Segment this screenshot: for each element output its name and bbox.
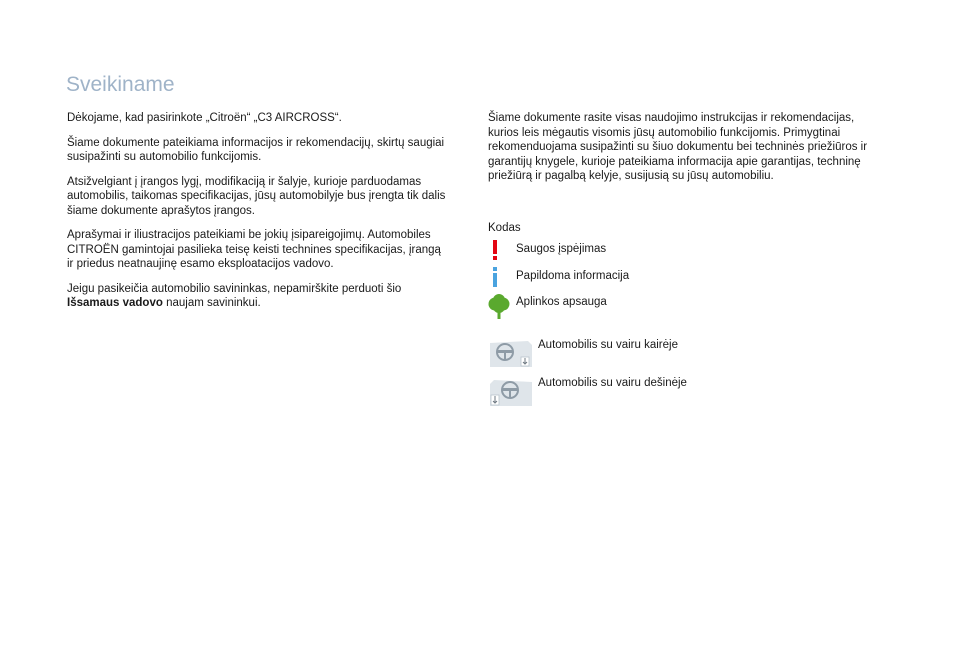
- legend-lhd-label: Automobilis su vairu kairėje: [538, 339, 678, 351]
- left-column: [67, 111, 447, 321]
- paragraph-disclaimer: Aprašymai ir iliustracijos pateikiami be jokių įsipareigojimų. Automobiles CITROËN gamintojai pasilieka teisę keisti technines specifikacijas, įrangą ir priedus neatnaujinę esamo eksploatacijos vadovo.: [67, 229, 441, 270]
- right-column: [488, 111, 883, 194]
- legend-environment-label: Aplinkos apsauga: [516, 296, 607, 308]
- page-title: Sveikiname: [66, 73, 175, 96]
- paragraph-document-contents: Šiame dokumente rasite visas naudojimo instrukcijas ir rekomendacijas, kurios leis mėgautis visomis jūsų automobilio funkcijomis. Primygtinai rekomenduojama susipažinti su šiuo dokumentu bei techninės priežiūros ir garantijų knygele, kurioje pateikiama informacija apie garantijas, techninę priežiūrą ir pagalbą kelyje, susijusią su jūsų automobiliu.: [488, 112, 868, 182]
- new-owner-text-end: naujam savininkui.: [166, 297, 261, 309]
- leaf-icon: [486, 294, 512, 320]
- info-icon: [488, 266, 502, 288]
- legend-title: Kodas: [488, 222, 521, 234]
- paragraph-thanks: Dėkojame, kad pasirinkote „Citroën“ „C3 AIRCROSS“.: [67, 112, 342, 124]
- new-owner-text: Jeigu pasikeičia automobilio savininkas, nepamirškite perduoti šio: [67, 282, 402, 295]
- paragraph-intro: Šiame dokumente pateikiama informacijos ir rekomendacijų, skirtų saugiai susipažinti su automobilio funkcijomis.: [67, 136, 445, 163]
- full-manual-bold: Išsamaus vadovo: [67, 297, 163, 309]
- steering-wheel-left-icon: [488, 337, 534, 367]
- legend-rhd-label: Automobilis su vairu dešinėje: [538, 377, 687, 389]
- paragraph-equipment: Atsižvelgiant į įrangos lygį, modifikaciją ir šalyje, kurioje parduodamas automobilis, taikomas specifikacijas, jūsų automobilyje bus įrengta tik dalis šiame dokumente aprašytos įrangos.: [67, 175, 446, 217]
- steering-wheel-right-icon: [488, 376, 534, 406]
- paragraph-new-owner: [67, 282, 447, 311]
- warning-icon: [488, 239, 502, 261]
- legend-info-label: Papildoma informacija: [516, 270, 630, 282]
- legend-warning-label: Saugos įspėjimas: [516, 243, 607, 255]
